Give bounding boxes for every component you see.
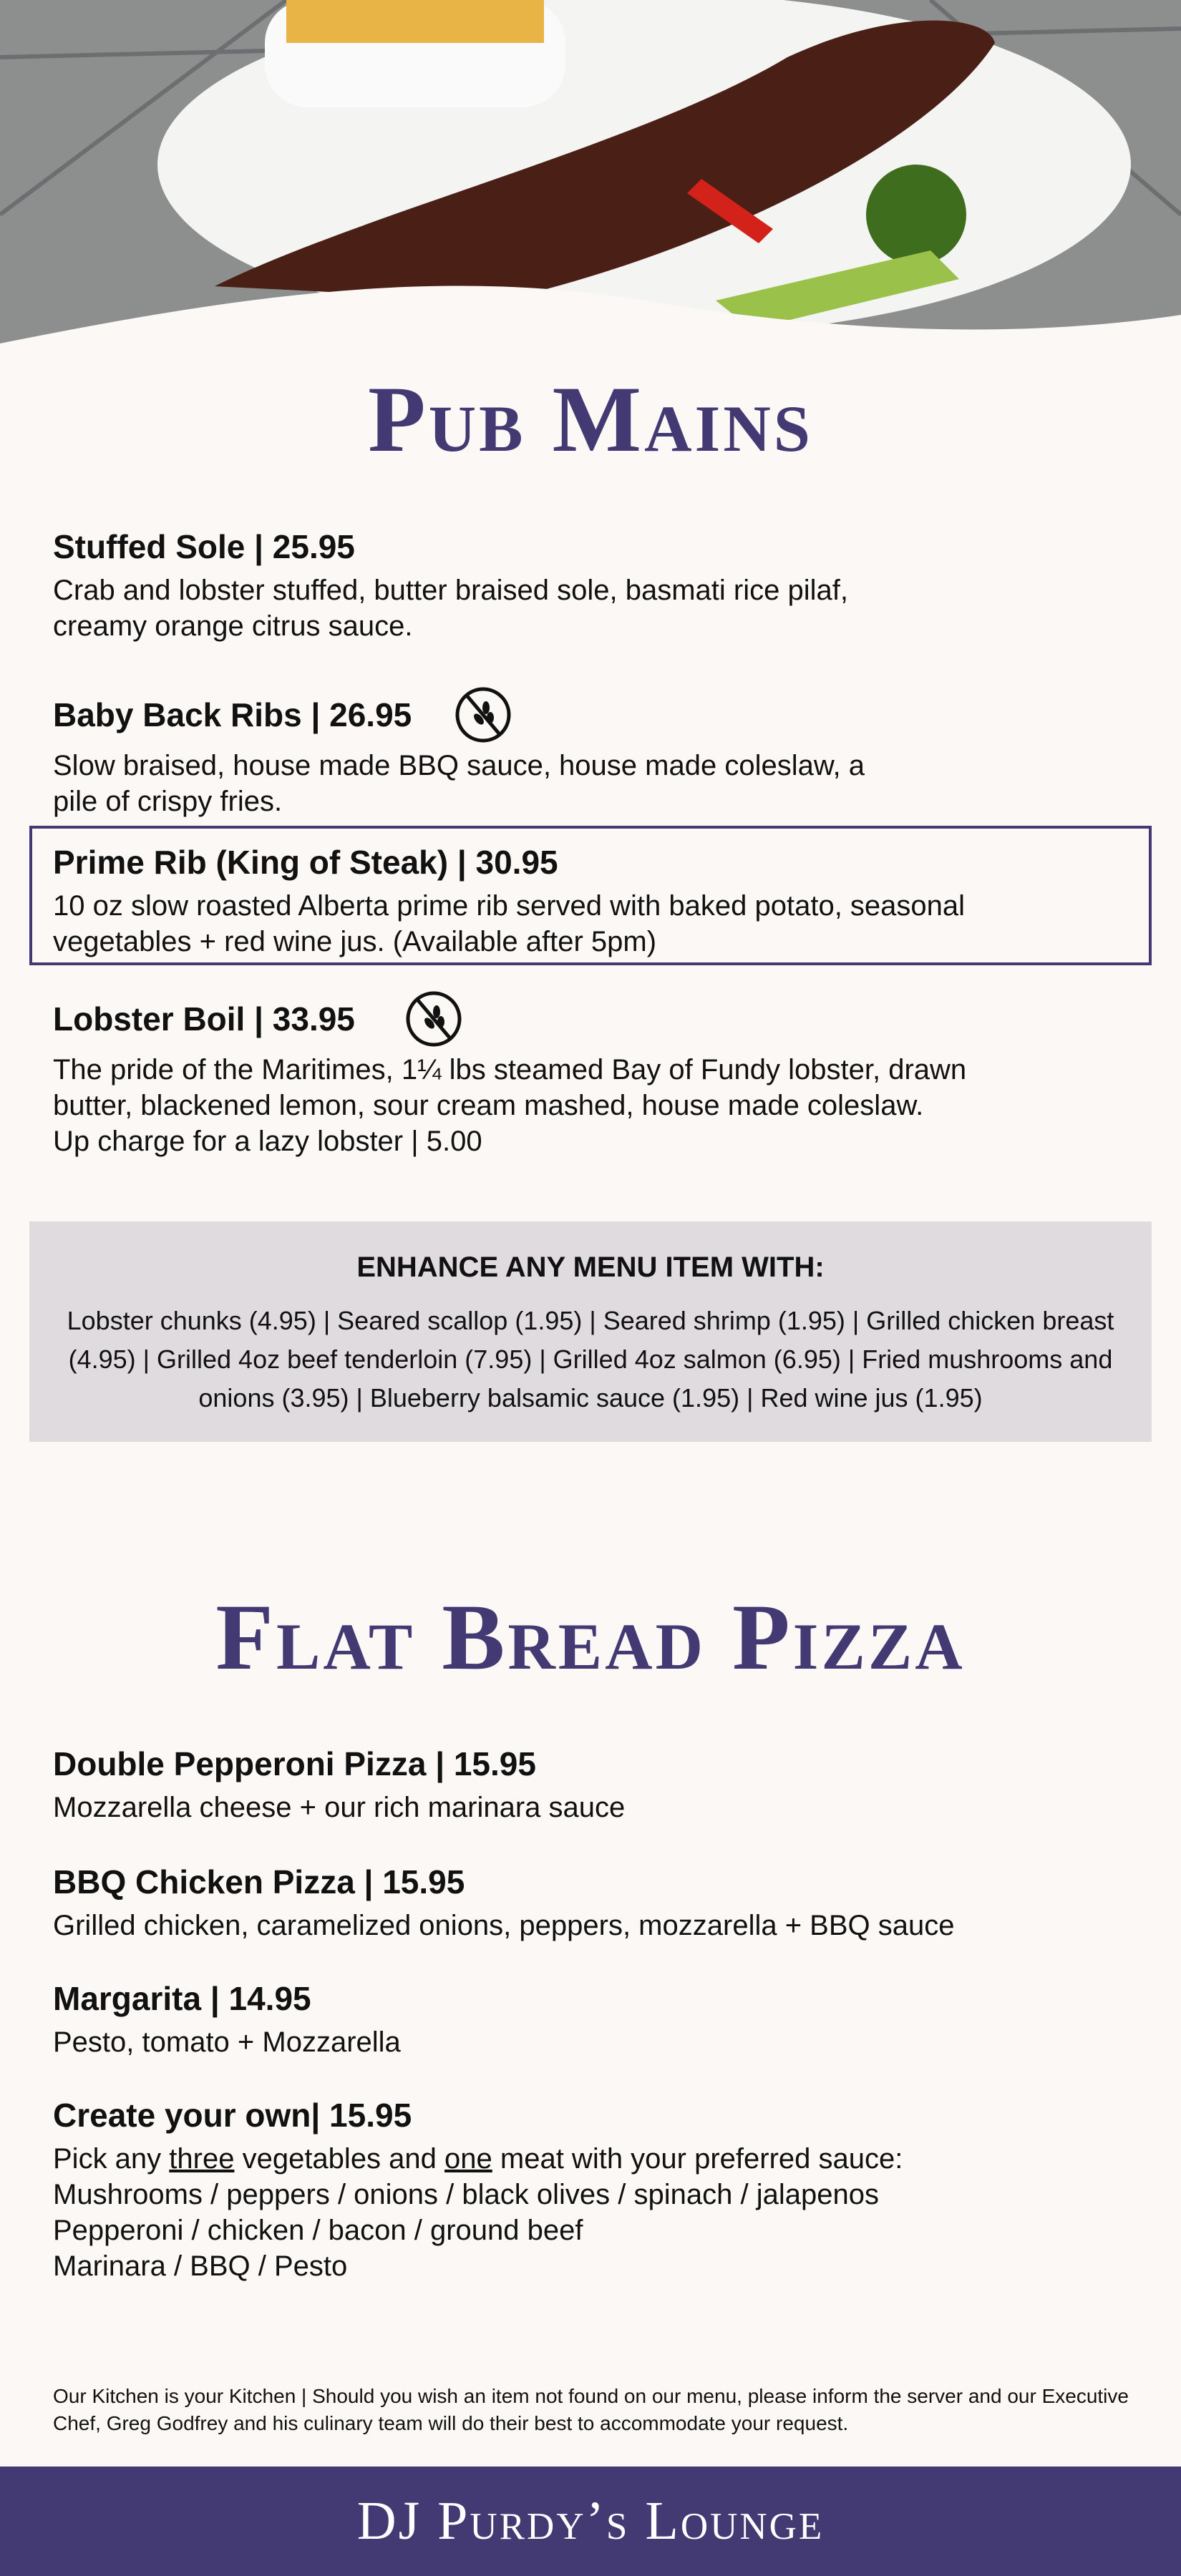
menu-item-double-pepperoni: [53, 1742, 1127, 1825]
menu-item-bbq-chicken: [53, 1860, 1127, 1943]
item-name: Double Pepperoni Pizza | 15.95: [53, 1745, 536, 1782]
enhance-title: ENHANCE ANY MENU ITEM WITH:: [356, 1252, 825, 1283]
menu-item-stuffed-sole: [53, 525, 1127, 644]
menu-item-create-your-own: [53, 2094, 1127, 2284]
section-title-pizza: Flat Bread Pizza: [215, 1584, 966, 1689]
item-name: Lobster Boil | 33.95: [53, 1000, 355, 1038]
item-name: Margarita | 14.95: [53, 1980, 311, 2017]
gluten-free-icon: [455, 686, 512, 743]
menu-item-lobster-boil: [53, 990, 1127, 1159]
menu-item-baby-back-ribs: [53, 686, 1127, 819]
kitchen-note: Our Kitchen is your Kitchen | Should you wish an item not found on our menu, please inform the server and our Executive Chef, Greg Godfrey and his culinary team will do their best to accommodate your request.: [53, 2385, 1129, 2434]
brand-footer: DJ Purdy’s Lounge: [0, 2467, 1181, 2576]
enhance-options: Lobster chunks (4.95) | Seared scallop (1.95) | Seared shrimp (1.95) | Grilled chicken breast (4.95) | Grilled 4oz beef tenderloin (7.95) | Grilled 4oz salmon (6.95) | Fried mushrooms and onions (3.95) | Blueberry balsamic sauce (1.95) | Red wine jus (1.95): [67, 1306, 1114, 1413]
menu-item-prime-rib: [53, 841, 1127, 960]
item-desc: Slow braised, house made BBQ sauce, house made coleslaw, a pile of crispy fries.: [53, 750, 865, 817]
item-desc: Mozzarella cheese + our rich marinara sauce: [53, 1792, 626, 1823]
item-desc: The pride of the Maritimes, 1¼ lbs steamed Bay of Fundy lobster, drawn butter, blackened lemon, sour cream mashed, house made coleslaw. Up charge for a lazy lobster | 5.00: [53, 1054, 967, 1157]
item-desc: Pesto, tomato + Mozzarella: [53, 2026, 401, 2058]
item-name: Stuffed Sole | 25.95: [53, 528, 355, 565]
item-desc: Crab and lobster stuffed, butter braised sole, basmati rice pilaf, creamy orange citrus sauce.: [53, 575, 848, 642]
item-name: BBQ Chicken Pizza | 15.95: [53, 1863, 465, 1901]
item-desc: Pick any three vegetables and one meat with your preferred sauce: Mushrooms / peppers / onions / black olives / spinach / jalapenos Pepperoni / chicken / bacon / ground beef Marinara / BBQ / Pesto: [53, 2143, 903, 2282]
item-desc: 10 oz slow roasted Alberta prime rib served with baked potato, seasonal vegetables + red wine jus. (Available after 5pm): [53, 890, 966, 957]
item-name: Create your own| 15.95: [53, 2097, 412, 2134]
food-photo-ribs: [0, 0, 1181, 358]
enhance-box: [29, 1221, 1152, 1442]
item-name: Baby Back Ribs | 26.95: [53, 696, 412, 733]
section-title-pub-mains: Pub Mains: [368, 366, 813, 472]
menu-item-margarita: [53, 1977, 1127, 2060]
gluten-free-icon: [405, 990, 462, 1048]
item-desc: Grilled chicken, caramelized onions, peppers, mozzarella + BBQ sauce: [53, 1910, 955, 1941]
item-name: Prime Rib (King of Steak) | 30.95: [53, 844, 558, 881]
